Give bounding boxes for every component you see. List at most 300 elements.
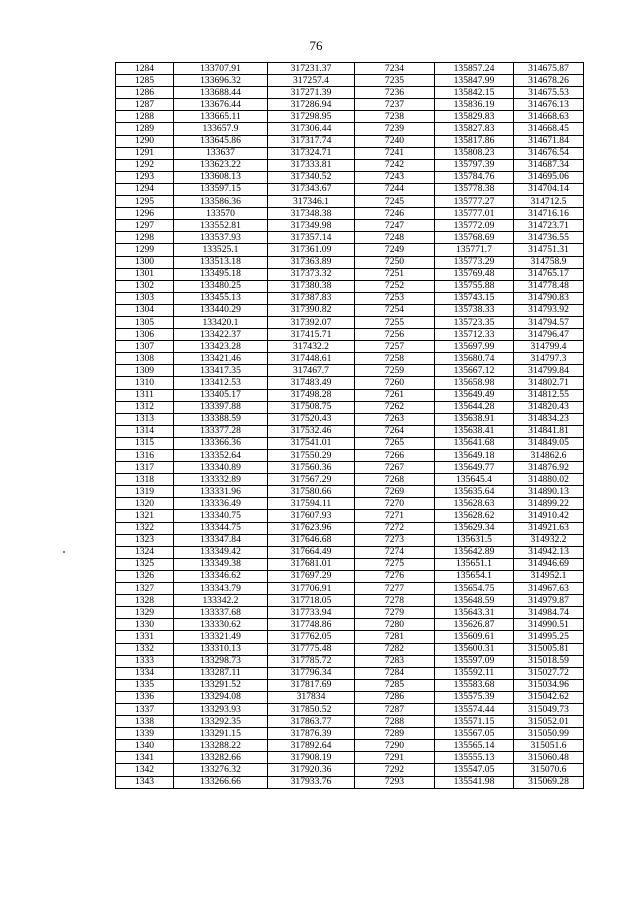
x-coordinate-right-cell: 135645.4 xyxy=(435,474,514,486)
point-number-left-cell: 1298 xyxy=(116,232,174,244)
point-number-left-cell: 1322 xyxy=(116,522,174,534)
point-number-left-cell: 1317 xyxy=(116,462,174,474)
x-coordinate-right-cell: 135541.98 xyxy=(435,776,514,788)
table-row xyxy=(116,740,584,752)
y-coordinate-right-cell: 315027.72 xyxy=(514,667,584,679)
x-coordinate-left-cell: 133282.66 xyxy=(174,752,268,764)
y-coordinate-right-cell: 314676.13 xyxy=(514,99,584,111)
x-coordinate-right-cell: 135654.1 xyxy=(435,570,514,582)
y-coordinate-right-cell: 314812.55 xyxy=(514,389,584,401)
x-coordinate-left-cell: 133342.2 xyxy=(174,595,268,607)
x-coordinate-left-cell: 133349.42 xyxy=(174,546,268,558)
x-coordinate-left-cell: 133292.35 xyxy=(174,716,268,728)
x-coordinate-right-cell: 135565.14 xyxy=(435,740,514,752)
x-coordinate-left-cell: 133287.11 xyxy=(174,667,268,679)
y-coordinate-right-cell: 314712.5 xyxy=(514,196,584,208)
x-coordinate-right-cell: 135743.15 xyxy=(435,292,514,304)
y-coordinate-left-cell: 317349.98 xyxy=(268,220,355,232)
x-coordinate-right-cell: 135631.5 xyxy=(435,534,514,546)
table-row xyxy=(116,728,584,740)
point-number-right-cell: 7244 xyxy=(355,183,435,195)
table-row xyxy=(116,425,584,437)
x-coordinate-left-cell: 133291.15 xyxy=(174,728,268,740)
table-row xyxy=(116,534,584,546)
y-coordinate-right-cell: 314675.53 xyxy=(514,87,584,99)
y-coordinate-left-cell: 317333.81 xyxy=(268,159,355,171)
table-row xyxy=(116,244,584,256)
y-coordinate-left-cell: 317231.37 xyxy=(268,63,355,75)
x-coordinate-left-cell: 133366.36 xyxy=(174,437,268,449)
point-number-left-cell: 1297 xyxy=(116,220,174,232)
y-coordinate-right-cell: 314668.45 xyxy=(514,123,584,135)
point-number-right-cell: 7259 xyxy=(355,365,435,377)
y-coordinate-right-cell: 314765.17 xyxy=(514,268,584,280)
point-number-right-cell: 7235 xyxy=(355,75,435,87)
scan-speck xyxy=(63,551,65,553)
point-number-left-cell: 1329 xyxy=(116,607,174,619)
y-coordinate-right-cell: 314841.81 xyxy=(514,425,584,437)
x-coordinate-right-cell: 135597.09 xyxy=(435,655,514,667)
point-number-left-cell: 1326 xyxy=(116,570,174,582)
coordinates-table xyxy=(115,62,584,789)
y-coordinate-left-cell: 317580.66 xyxy=(268,486,355,498)
x-coordinate-right-cell: 135628.63 xyxy=(435,498,514,510)
y-coordinate-right-cell: 314995.25 xyxy=(514,631,584,643)
table-row xyxy=(116,570,584,582)
x-coordinate-left-cell: 133623.22 xyxy=(174,159,268,171)
point-number-left-cell: 1323 xyxy=(116,534,174,546)
y-coordinate-right-cell: 314984.74 xyxy=(514,607,584,619)
x-coordinate-right-cell: 135654.75 xyxy=(435,583,514,595)
y-coordinate-right-cell: 314910.42 xyxy=(514,510,584,522)
point-number-right-cell: 7257 xyxy=(355,341,435,353)
x-coordinate-left-cell: 133696.32 xyxy=(174,75,268,87)
point-number-right-cell: 7234 xyxy=(355,63,435,75)
point-number-left-cell: 1289 xyxy=(116,123,174,135)
x-coordinate-left-cell: 133537.93 xyxy=(174,232,268,244)
x-coordinate-left-cell: 133291.52 xyxy=(174,679,268,691)
y-coordinate-right-cell: 314678.26 xyxy=(514,75,584,87)
x-coordinate-right-cell: 135829.83 xyxy=(435,111,514,123)
table-row xyxy=(116,413,584,425)
x-coordinate-left-cell: 133310.13 xyxy=(174,643,268,655)
y-coordinate-right-cell: 314675.87 xyxy=(514,63,584,75)
table-row xyxy=(116,667,584,679)
table-row xyxy=(116,655,584,667)
x-coordinate-left-cell: 133608.13 xyxy=(174,171,268,183)
y-coordinate-right-cell: 315034.96 xyxy=(514,679,584,691)
y-coordinate-right-cell: 315018.59 xyxy=(514,655,584,667)
table-row xyxy=(116,583,584,595)
x-coordinate-left-cell: 133455.13 xyxy=(174,292,268,304)
x-coordinate-left-cell: 133480.25 xyxy=(174,280,268,292)
point-number-left-cell: 1304 xyxy=(116,304,174,316)
y-coordinate-left-cell: 317733.94 xyxy=(268,607,355,619)
y-coordinate-right-cell: 314758.9 xyxy=(514,256,584,268)
point-number-right-cell: 7240 xyxy=(355,135,435,147)
y-coordinate-right-cell: 315052.01 xyxy=(514,716,584,728)
point-number-right-cell: 7237 xyxy=(355,99,435,111)
y-coordinate-right-cell: 314952.1 xyxy=(514,570,584,582)
x-coordinate-left-cell: 133331.96 xyxy=(174,486,268,498)
point-number-left-cell: 1333 xyxy=(116,655,174,667)
y-coordinate-right-cell: 315060.48 xyxy=(514,752,584,764)
y-coordinate-left-cell: 317348.38 xyxy=(268,208,355,220)
y-coordinate-left-cell: 317607.93 xyxy=(268,510,355,522)
x-coordinate-left-cell: 133421.46 xyxy=(174,353,268,365)
point-number-left-cell: 1315 xyxy=(116,437,174,449)
x-coordinate-right-cell: 135667.12 xyxy=(435,365,514,377)
y-coordinate-left-cell: 317271.39 xyxy=(268,87,355,99)
y-coordinate-right-cell: 314793.92 xyxy=(514,304,584,316)
y-coordinate-left-cell: 317361.09 xyxy=(268,244,355,256)
y-coordinate-left-cell: 317340.52 xyxy=(268,171,355,183)
point-number-left-cell: 1325 xyxy=(116,558,174,570)
table-row xyxy=(116,159,584,171)
x-coordinate-right-cell: 135635.64 xyxy=(435,486,514,498)
table-row xyxy=(116,703,584,715)
table-row xyxy=(116,183,584,195)
y-coordinate-left-cell: 317373.32 xyxy=(268,268,355,280)
y-coordinate-right-cell: 315070.6 xyxy=(514,764,584,776)
y-coordinate-left-cell: 317681.01 xyxy=(268,558,355,570)
y-coordinate-left-cell: 317532.46 xyxy=(268,425,355,437)
x-coordinate-right-cell: 135817.86 xyxy=(435,135,514,147)
y-coordinate-left-cell: 317298.95 xyxy=(268,111,355,123)
point-number-left-cell: 1310 xyxy=(116,377,174,389)
point-number-right-cell: 7250 xyxy=(355,256,435,268)
x-coordinate-right-cell: 135857.24 xyxy=(435,63,514,75)
table-row xyxy=(116,135,584,147)
table-row xyxy=(116,510,584,522)
table-row xyxy=(116,329,584,341)
x-coordinate-right-cell: 135629.34 xyxy=(435,522,514,534)
point-number-right-cell: 7274 xyxy=(355,546,435,558)
point-number-left-cell: 1319 xyxy=(116,486,174,498)
point-number-left-cell: 1287 xyxy=(116,99,174,111)
y-coordinate-right-cell: 314676.54 xyxy=(514,147,584,159)
x-coordinate-left-cell: 133645.86 xyxy=(174,135,268,147)
point-number-right-cell: 7253 xyxy=(355,292,435,304)
y-coordinate-left-cell: 317560.36 xyxy=(268,462,355,474)
x-coordinate-right-cell: 135547.05 xyxy=(435,764,514,776)
y-coordinate-right-cell: 314990.51 xyxy=(514,619,584,631)
point-number-right-cell: 7282 xyxy=(355,643,435,655)
y-coordinate-left-cell: 317567.29 xyxy=(268,474,355,486)
x-coordinate-left-cell: 133377.28 xyxy=(174,425,268,437)
y-coordinate-right-cell: 314790.83 xyxy=(514,292,584,304)
table-row xyxy=(116,764,584,776)
x-coordinate-right-cell: 135777.27 xyxy=(435,196,514,208)
y-coordinate-right-cell: 315049.73 xyxy=(514,703,584,715)
page-number: 76 xyxy=(309,38,323,53)
point-number-left-cell: 1312 xyxy=(116,401,174,413)
y-coordinate-left-cell: 317380.38 xyxy=(268,280,355,292)
point-number-left-cell: 1302 xyxy=(116,280,174,292)
point-number-right-cell: 7245 xyxy=(355,196,435,208)
y-coordinate-right-cell: 314942.13 xyxy=(514,546,584,558)
x-coordinate-left-cell: 133346.62 xyxy=(174,570,268,582)
x-coordinate-left-cell: 133525.1 xyxy=(174,244,268,256)
table-row xyxy=(116,486,584,498)
y-coordinate-right-cell: 314946.69 xyxy=(514,558,584,570)
table-row xyxy=(116,776,584,788)
point-number-right-cell: 7277 xyxy=(355,583,435,595)
y-coordinate-left-cell: 317775.48 xyxy=(268,643,355,655)
point-number-left-cell: 1331 xyxy=(116,631,174,643)
point-number-left-cell: 1332 xyxy=(116,643,174,655)
point-number-right-cell: 7243 xyxy=(355,171,435,183)
y-coordinate-right-cell: 315051.6 xyxy=(514,740,584,752)
x-coordinate-left-cell: 133707.91 xyxy=(174,63,268,75)
point-number-right-cell: 7268 xyxy=(355,474,435,486)
x-coordinate-right-cell: 135772.09 xyxy=(435,220,514,232)
x-coordinate-left-cell: 133388.59 xyxy=(174,413,268,425)
x-coordinate-left-cell: 133676.44 xyxy=(174,99,268,111)
x-coordinate-right-cell: 135680.74 xyxy=(435,353,514,365)
point-number-right-cell: 7256 xyxy=(355,329,435,341)
point-number-right-cell: 7275 xyxy=(355,558,435,570)
table-row xyxy=(116,595,584,607)
table-row xyxy=(116,558,584,570)
x-coordinate-left-cell: 133513.18 xyxy=(174,256,268,268)
y-coordinate-left-cell: 317392.07 xyxy=(268,316,355,328)
x-coordinate-left-cell: 133422.37 xyxy=(174,329,268,341)
point-number-left-cell: 1320 xyxy=(116,498,174,510)
x-coordinate-right-cell: 135738.33 xyxy=(435,304,514,316)
x-coordinate-right-cell: 135567.05 xyxy=(435,728,514,740)
table-row xyxy=(116,292,584,304)
y-coordinate-right-cell: 314716.16 xyxy=(514,208,584,220)
point-number-left-cell: 1335 xyxy=(116,679,174,691)
y-coordinate-right-cell: 315005.81 xyxy=(514,643,584,655)
y-coordinate-left-cell: 317483.49 xyxy=(268,377,355,389)
point-number-right-cell: 7248 xyxy=(355,232,435,244)
point-number-left-cell: 1286 xyxy=(116,87,174,99)
point-number-right-cell: 7269 xyxy=(355,486,435,498)
x-coordinate-right-cell: 135847.99 xyxy=(435,75,514,87)
y-coordinate-left-cell: 317850.52 xyxy=(268,703,355,715)
point-number-left-cell: 1291 xyxy=(116,147,174,159)
table-row xyxy=(116,377,584,389)
x-coordinate-left-cell: 133657.9 xyxy=(174,123,268,135)
x-coordinate-right-cell: 135648.59 xyxy=(435,595,514,607)
y-coordinate-right-cell: 314799.4 xyxy=(514,341,584,353)
x-coordinate-right-cell: 135808.23 xyxy=(435,147,514,159)
y-coordinate-left-cell: 317863.77 xyxy=(268,716,355,728)
y-coordinate-left-cell: 317748.86 xyxy=(268,619,355,631)
x-coordinate-right-cell: 135609.61 xyxy=(435,631,514,643)
point-number-left-cell: 1301 xyxy=(116,268,174,280)
y-coordinate-right-cell: 314862.6 xyxy=(514,450,584,462)
table-row xyxy=(116,401,584,413)
point-number-left-cell: 1337 xyxy=(116,703,174,715)
table-row xyxy=(116,522,584,534)
point-number-right-cell: 7255 xyxy=(355,316,435,328)
table-row xyxy=(116,316,584,328)
point-number-right-cell: 7246 xyxy=(355,208,435,220)
y-coordinate-left-cell: 317415.71 xyxy=(268,329,355,341)
table-row xyxy=(116,208,584,220)
x-coordinate-right-cell: 135658.98 xyxy=(435,377,514,389)
table-row xyxy=(116,607,584,619)
x-coordinate-right-cell: 135574.44 xyxy=(435,703,514,715)
point-number-right-cell: 7293 xyxy=(355,776,435,788)
y-coordinate-right-cell: 314704.14 xyxy=(514,183,584,195)
point-number-left-cell: 1296 xyxy=(116,208,174,220)
x-coordinate-right-cell: 135797.39 xyxy=(435,159,514,171)
y-coordinate-left-cell: 317834 xyxy=(268,691,355,703)
point-number-right-cell: 7261 xyxy=(355,389,435,401)
table-row xyxy=(116,716,584,728)
table-row xyxy=(116,389,584,401)
table-row xyxy=(116,171,584,183)
point-number-right-cell: 7254 xyxy=(355,304,435,316)
point-number-right-cell: 7289 xyxy=(355,728,435,740)
point-number-left-cell: 1321 xyxy=(116,510,174,522)
x-coordinate-right-cell: 135778.38 xyxy=(435,183,514,195)
point-number-left-cell: 1340 xyxy=(116,740,174,752)
y-coordinate-left-cell: 317286.94 xyxy=(268,99,355,111)
x-coordinate-left-cell: 133665.11 xyxy=(174,111,268,123)
x-coordinate-left-cell: 133688.44 xyxy=(174,87,268,99)
x-coordinate-left-cell: 133440.29 xyxy=(174,304,268,316)
point-number-left-cell: 1284 xyxy=(116,63,174,75)
y-coordinate-right-cell: 314876.92 xyxy=(514,462,584,474)
y-coordinate-right-cell: 314802.71 xyxy=(514,377,584,389)
point-number-right-cell: 7236 xyxy=(355,87,435,99)
y-coordinate-left-cell: 317718.05 xyxy=(268,595,355,607)
point-number-left-cell: 1334 xyxy=(116,667,174,679)
y-coordinate-left-cell: 317706.91 xyxy=(268,583,355,595)
table-row xyxy=(116,232,584,244)
x-coordinate-left-cell: 133347.84 xyxy=(174,534,268,546)
point-number-right-cell: 7252 xyxy=(355,280,435,292)
x-coordinate-left-cell: 133294.08 xyxy=(174,691,268,703)
x-coordinate-right-cell: 135638.91 xyxy=(435,413,514,425)
x-coordinate-right-cell: 135784.76 xyxy=(435,171,514,183)
y-coordinate-left-cell: 317387.83 xyxy=(268,292,355,304)
y-coordinate-left-cell: 317920.36 xyxy=(268,764,355,776)
y-coordinate-right-cell: 314751.31 xyxy=(514,244,584,256)
y-coordinate-right-cell: 315069.28 xyxy=(514,776,584,788)
y-coordinate-right-cell: 314671.84 xyxy=(514,135,584,147)
y-coordinate-left-cell: 317343.67 xyxy=(268,183,355,195)
x-coordinate-right-cell: 135836.19 xyxy=(435,99,514,111)
y-coordinate-right-cell: 314834.23 xyxy=(514,413,584,425)
table-row xyxy=(116,341,584,353)
point-number-right-cell: 7288 xyxy=(355,716,435,728)
table-row xyxy=(116,304,584,316)
x-coordinate-right-cell: 135768.69 xyxy=(435,232,514,244)
y-coordinate-left-cell: 317594.11 xyxy=(268,498,355,510)
x-coordinate-left-cell: 133293.93 xyxy=(174,703,268,715)
point-number-left-cell: 1316 xyxy=(116,450,174,462)
x-coordinate-right-cell: 135583.68 xyxy=(435,679,514,691)
point-number-left-cell: 1342 xyxy=(116,764,174,776)
x-coordinate-right-cell: 135555.13 xyxy=(435,752,514,764)
y-coordinate-right-cell: 314687.34 xyxy=(514,159,584,171)
point-number-left-cell: 1314 xyxy=(116,425,174,437)
x-coordinate-right-cell: 135773.29 xyxy=(435,256,514,268)
table-row xyxy=(116,123,584,135)
point-number-right-cell: 7291 xyxy=(355,752,435,764)
point-number-right-cell: 7247 xyxy=(355,220,435,232)
point-number-left-cell: 1300 xyxy=(116,256,174,268)
x-coordinate-right-cell: 135592.11 xyxy=(435,667,514,679)
y-coordinate-left-cell: 317498.28 xyxy=(268,389,355,401)
y-coordinate-left-cell: 317317.74 xyxy=(268,135,355,147)
point-number-right-cell: 7285 xyxy=(355,679,435,691)
point-number-left-cell: 1336 xyxy=(116,691,174,703)
point-number-right-cell: 7276 xyxy=(355,570,435,582)
coordinates-table-body xyxy=(116,63,584,789)
x-coordinate-left-cell: 133288.22 xyxy=(174,740,268,752)
y-coordinate-left-cell: 317448.61 xyxy=(268,353,355,365)
y-coordinate-left-cell: 317432.2 xyxy=(268,341,355,353)
x-coordinate-left-cell: 133637 xyxy=(174,147,268,159)
point-number-right-cell: 7271 xyxy=(355,510,435,522)
x-coordinate-right-cell: 135643.31 xyxy=(435,607,514,619)
table-row xyxy=(116,353,584,365)
x-coordinate-right-cell: 135628.62 xyxy=(435,510,514,522)
point-number-left-cell: 1305 xyxy=(116,316,174,328)
point-number-right-cell: 7273 xyxy=(355,534,435,546)
point-number-right-cell: 7258 xyxy=(355,353,435,365)
x-coordinate-left-cell: 133340.75 xyxy=(174,510,268,522)
point-number-left-cell: 1339 xyxy=(116,728,174,740)
point-number-left-cell: 1293 xyxy=(116,171,174,183)
x-coordinate-left-cell: 133321.49 xyxy=(174,631,268,643)
point-number-left-cell: 1327 xyxy=(116,583,174,595)
table-row xyxy=(116,87,584,99)
x-coordinate-right-cell: 135771.7 xyxy=(435,244,514,256)
x-coordinate-right-cell: 135842.15 xyxy=(435,87,514,99)
y-coordinate-right-cell: 314921.63 xyxy=(514,522,584,534)
y-coordinate-left-cell: 317817.69 xyxy=(268,679,355,691)
x-coordinate-left-cell: 133276.32 xyxy=(174,764,268,776)
point-number-right-cell: 7290 xyxy=(355,740,435,752)
y-coordinate-left-cell: 317664.49 xyxy=(268,546,355,558)
point-number-right-cell: 7266 xyxy=(355,450,435,462)
y-coordinate-right-cell: 314723.71 xyxy=(514,220,584,232)
point-number-left-cell: 1338 xyxy=(116,716,174,728)
table-row xyxy=(116,462,584,474)
table-row xyxy=(116,498,584,510)
table-row xyxy=(116,631,584,643)
y-coordinate-left-cell: 317346.1 xyxy=(268,196,355,208)
y-coordinate-left-cell: 317508.75 xyxy=(268,401,355,413)
x-coordinate-right-cell: 135642.89 xyxy=(435,546,514,558)
point-number-left-cell: 1295 xyxy=(116,196,174,208)
x-coordinate-left-cell: 133349.38 xyxy=(174,558,268,570)
table-row xyxy=(116,752,584,764)
x-coordinate-left-cell: 133298.73 xyxy=(174,655,268,667)
y-coordinate-right-cell: 314880.02 xyxy=(514,474,584,486)
x-coordinate-left-cell: 133586.36 xyxy=(174,196,268,208)
point-number-left-cell: 1343 xyxy=(116,776,174,788)
point-number-right-cell: 7283 xyxy=(355,655,435,667)
point-number-left-cell: 1303 xyxy=(116,292,174,304)
point-number-right-cell: 7281 xyxy=(355,631,435,643)
x-coordinate-right-cell: 135600.31 xyxy=(435,643,514,655)
point-number-right-cell: 7265 xyxy=(355,437,435,449)
y-coordinate-left-cell: 317785.72 xyxy=(268,655,355,667)
table-row xyxy=(116,99,584,111)
point-number-right-cell: 7262 xyxy=(355,401,435,413)
table-row xyxy=(116,437,584,449)
point-number-right-cell: 7280 xyxy=(355,619,435,631)
